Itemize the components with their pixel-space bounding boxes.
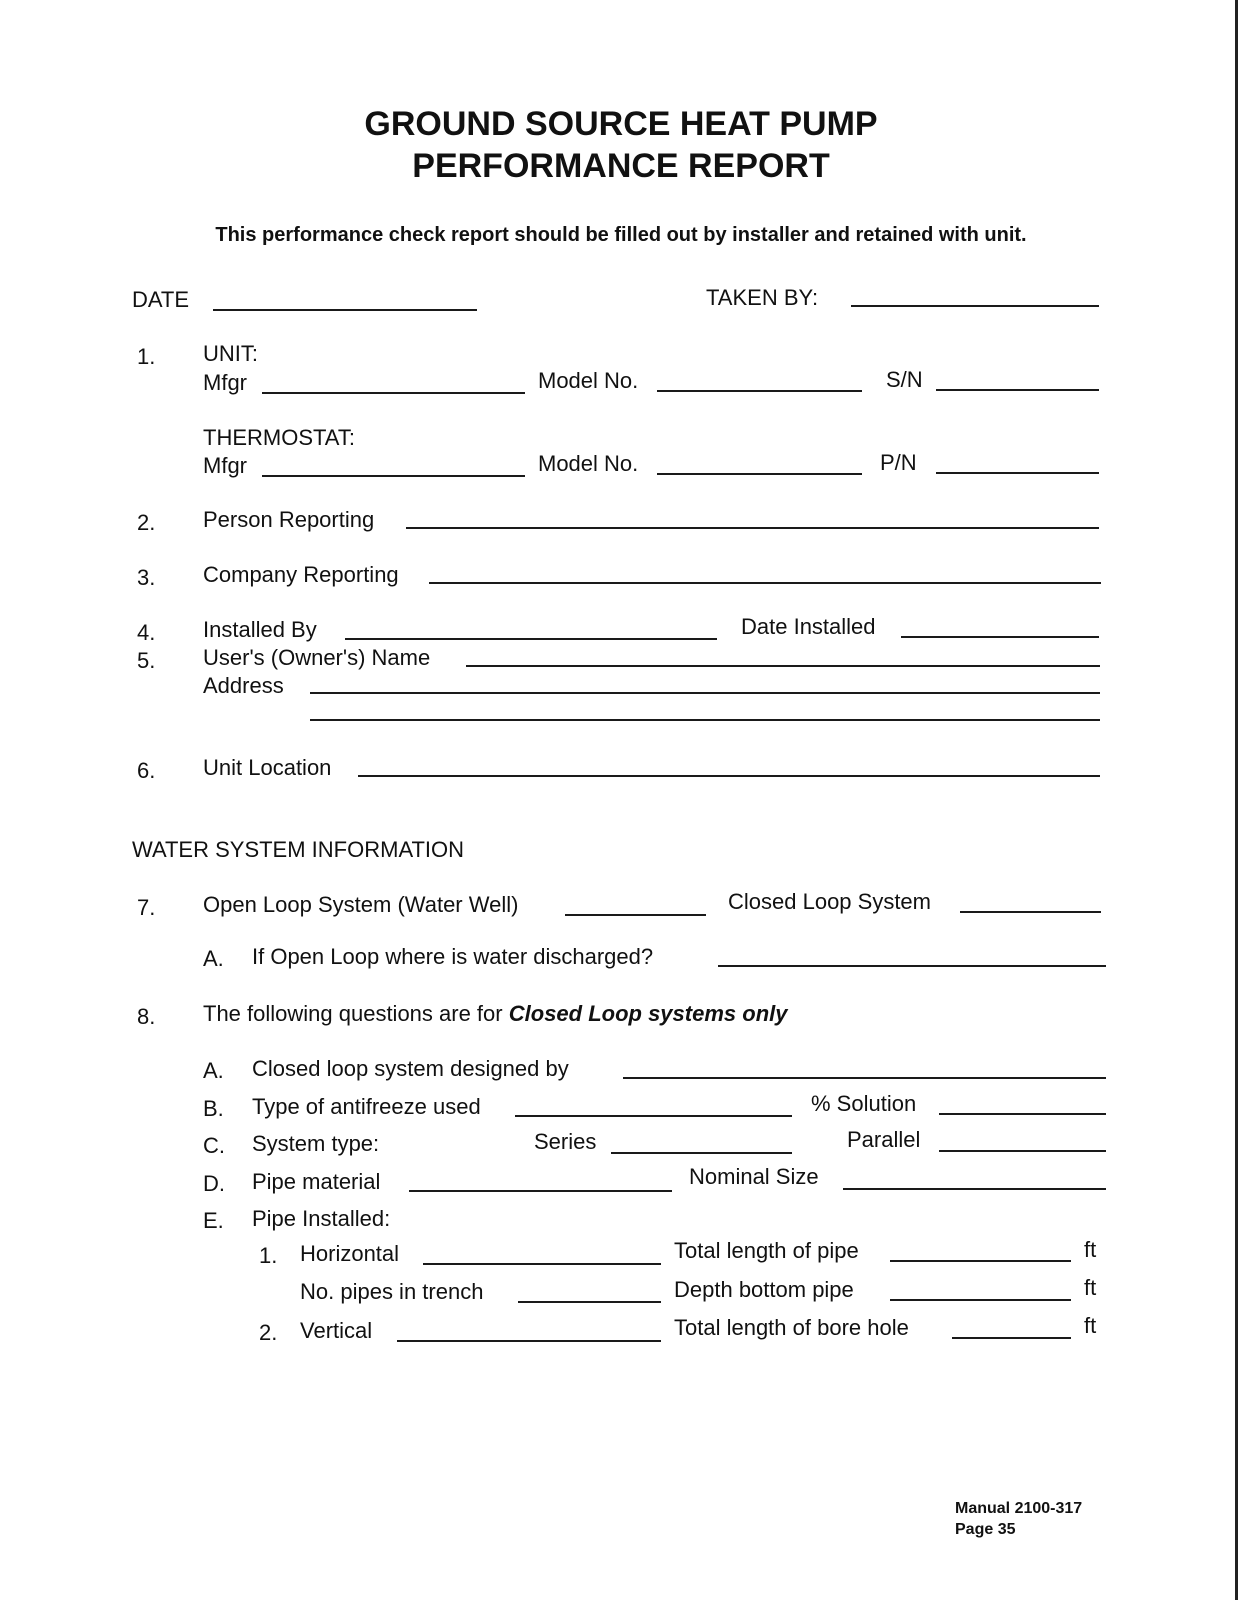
installed-by-label: Installed By	[203, 617, 317, 642]
item-7-number: 7.	[137, 895, 156, 920]
antifreeze-label: Type of antifreeze used	[252, 1094, 481, 1119]
water-discharge-label: If Open Loop where is water discharged?	[252, 944, 654, 969]
item-7a-letter: A.	[203, 946, 224, 971]
report-title-line-2: PERFORMANCE REPORT	[412, 147, 830, 185]
item-8c-letter: C.	[203, 1133, 225, 1158]
parallel-field[interactable]	[939, 1150, 1106, 1152]
item-8a-letter: A.	[203, 1058, 224, 1083]
item-1-number: 1.	[137, 344, 156, 369]
closed-loop-only-emphasis: Closed Loop systems only	[508, 1001, 788, 1026]
item-8e-letter: E.	[203, 1208, 224, 1233]
designed-by-label: Closed loop system designed by	[252, 1056, 569, 1081]
closed-loop-field[interactable]	[960, 911, 1101, 913]
thermostat-heading: THERMOSTAT:	[203, 425, 355, 450]
item-5-number: 5.	[137, 648, 156, 673]
solution-field[interactable]	[939, 1113, 1106, 1115]
unit-location-field[interactable]	[358, 775, 1100, 777]
thermostat-model-field[interactable]	[657, 473, 862, 475]
thermostat-model-label: Model No.	[538, 451, 639, 476]
unit-model-label: Model No.	[538, 368, 639, 393]
owner-name-label: User's (Owner's) Name	[203, 645, 431, 670]
vertical-number: 2.	[259, 1320, 278, 1345]
closed-loop-label: Closed Loop System	[728, 889, 931, 914]
item-8d-letter: D.	[203, 1171, 225, 1196]
unit-heading: UNIT:	[203, 341, 258, 366]
item-8-number: 8.	[137, 1004, 156, 1029]
report-title-line-1: GROUND SOURCE HEAT PUMP	[364, 105, 878, 143]
water-discharge-field[interactable]	[718, 965, 1106, 967]
item-2-number: 2.	[137, 510, 156, 535]
series-label: Series	[534, 1129, 597, 1154]
date-field[interactable]	[213, 309, 477, 311]
bore-hole-length-field[interactable]	[952, 1337, 1071, 1339]
unit-model-field[interactable]	[657, 390, 862, 392]
horizontal-field[interactable]	[423, 1263, 661, 1265]
taken-by-label: TAKEN BY:	[706, 285, 819, 310]
vertical-label: Vertical	[300, 1318, 373, 1343]
nominal-size-field[interactable]	[843, 1188, 1106, 1190]
company-reporting-label: Company Reporting	[203, 562, 399, 587]
item-4-number: 4.	[137, 620, 156, 645]
total-length-pipe-label: Total length of pipe	[674, 1238, 859, 1263]
page-number: Page 35	[955, 1521, 1016, 1538]
ft-unit-1: ft	[1084, 1237, 1097, 1262]
date-installed-field[interactable]	[901, 636, 1099, 638]
unit-sn-field[interactable]	[936, 389, 1099, 391]
water-system-heading: WATER SYSTEM INFORMATION	[132, 837, 465, 862]
nominal-size-label: Nominal Size	[689, 1164, 819, 1189]
series-field[interactable]	[611, 1152, 792, 1154]
date-label: DATE	[132, 287, 190, 312]
company-reporting-field[interactable]	[429, 582, 1101, 584]
address-field-line-1[interactable]	[310, 692, 1100, 694]
thermostat-mfgr-label: Mfgr	[203, 453, 247, 478]
pipe-material-field[interactable]	[409, 1190, 672, 1192]
item-8b-letter: B.	[203, 1096, 224, 1121]
pipe-material-label: Pipe material	[252, 1169, 381, 1194]
open-loop-label: Open Loop System (Water Well)	[203, 892, 519, 917]
thermostat-mfgr-field[interactable]	[262, 475, 525, 477]
bore-hole-length-label: Total length of bore hole	[674, 1315, 909, 1340]
horizontal-number: 1.	[259, 1243, 278, 1268]
date-installed-label: Date Installed	[741, 614, 876, 639]
owner-name-field[interactable]	[466, 665, 1100, 667]
unit-mfgr-field[interactable]	[262, 392, 525, 394]
open-loop-field[interactable]	[565, 914, 706, 916]
parallel-label: Parallel	[847, 1127, 921, 1152]
pipes-in-trench-field[interactable]	[518, 1301, 661, 1303]
system-type-label: System type:	[252, 1131, 380, 1156]
unit-sn-label: S/N	[886, 367, 923, 392]
address-label: Address	[203, 673, 284, 698]
designed-by-field[interactable]	[623, 1077, 1106, 1079]
address-field-line-2[interactable]	[310, 719, 1100, 721]
unit-mfgr-label: Mfgr	[203, 370, 247, 395]
antifreeze-field[interactable]	[515, 1115, 792, 1117]
horizontal-label: Horizontal	[300, 1241, 400, 1266]
thermostat-pn-label: P/N	[880, 450, 917, 475]
taken-by-field[interactable]	[851, 305, 1099, 307]
thermostat-pn-field[interactable]	[936, 472, 1099, 474]
item-3-number: 3.	[137, 565, 156, 590]
unit-location-label: Unit Location	[203, 755, 332, 780]
depth-bottom-pipe-label: Depth bottom pipe	[674, 1277, 854, 1302]
manual-number: Manual 2100-317	[955, 1500, 1083, 1517]
report-instructions: This performance check report should be filled out by installer and retained with unit.	[215, 224, 1027, 246]
person-reporting-label: Person Reporting	[203, 507, 375, 532]
depth-bottom-pipe-field[interactable]	[890, 1299, 1071, 1301]
vertical-field[interactable]	[397, 1340, 661, 1342]
closed-loop-intro	[203, 1001, 787, 1027]
solution-label: % Solution	[811, 1091, 917, 1116]
ft-unit-2: ft	[1084, 1275, 1097, 1300]
installed-by-field[interactable]	[345, 638, 717, 640]
total-length-pipe-field[interactable]	[890, 1260, 1071, 1262]
pipe-installed-label: Pipe Installed:	[252, 1206, 391, 1231]
ft-unit-3: ft	[1084, 1313, 1097, 1338]
pipes-in-trench-label: No. pipes in trench	[300, 1279, 484, 1304]
person-reporting-field[interactable]	[406, 527, 1099, 529]
closed-loop-intro-text: The following questions are for	[203, 1001, 503, 1026]
item-6-number: 6.	[137, 758, 156, 783]
